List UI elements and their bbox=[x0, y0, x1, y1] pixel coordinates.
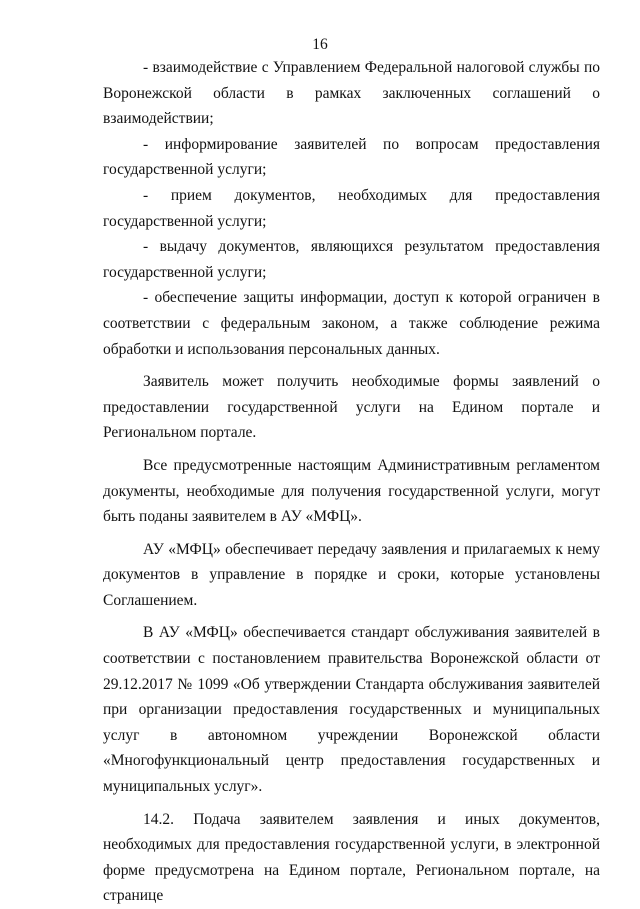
paragraph-electronic-submission: 14.2. Подача заявителем заявления и иных документов, необходимых для предоставления государственной услуги, в электронной форме предусмотрена на Едином портале, Региональном портале, на странице bbox=[103, 810, 600, 905]
document-body bbox=[103, 55, 600, 909]
paragraph-document-intake: - прием документов, необходимых для предоставления государственной услуги; bbox=[103, 186, 600, 230]
page-number: 16 bbox=[312, 36, 328, 53]
paragraph-mfc-transfer: АУ «МФЦ» обеспечивает передачу заявления и прилагаемых к нему документов в управление в порядке и сроки, которые установлены Соглашением. bbox=[103, 540, 600, 609]
paragraph-application-forms: Заявитель может получить необходимые формы заявлений о предоставлении государственной услуги на Едином портале и Региональном портале. bbox=[103, 373, 600, 442]
paragraph-document-issue: - выдачу документов, являющихся результатом предоставления государственной услуги; bbox=[103, 238, 600, 281]
paragraph-informing: - информирование заявителей по вопросам предоставления государственной услуги; bbox=[103, 135, 600, 179]
paragraph-fns-interaction: - взаимодействие с Управлением Федеральной налоговой службы по Воронежской области в рамках заключенных соглашений о взаимодействии; bbox=[103, 59, 600, 128]
paragraph-data-protection: - обеспечение защиты информации, доступ к которой ограничен в соответствии с федеральным законом, а также соблюдение режима обработки и использования персональных данных. bbox=[103, 289, 600, 358]
paragraph-mfc-standard: В АУ «МФЦ» обеспечивается стандарт обслуживания заявителей в соответствии с постановлением правительства Воронежской области от 29.12.2017 № 1099 «Об утверждении Стандарта обслуживания заявителей при организации предоставления государственных и муниципальных услуг в автономном учреждении Воронежской области «Многофункциональный центр предоставления государственных и муниципальных услуг». bbox=[103, 624, 600, 796]
paragraph-mfc-submission: Все предусмотренные настоящим Административным регламентом документы, необходимые для получения государственной услуги, могут быть поданы заявителем в АУ «МФЦ». bbox=[103, 456, 600, 526]
